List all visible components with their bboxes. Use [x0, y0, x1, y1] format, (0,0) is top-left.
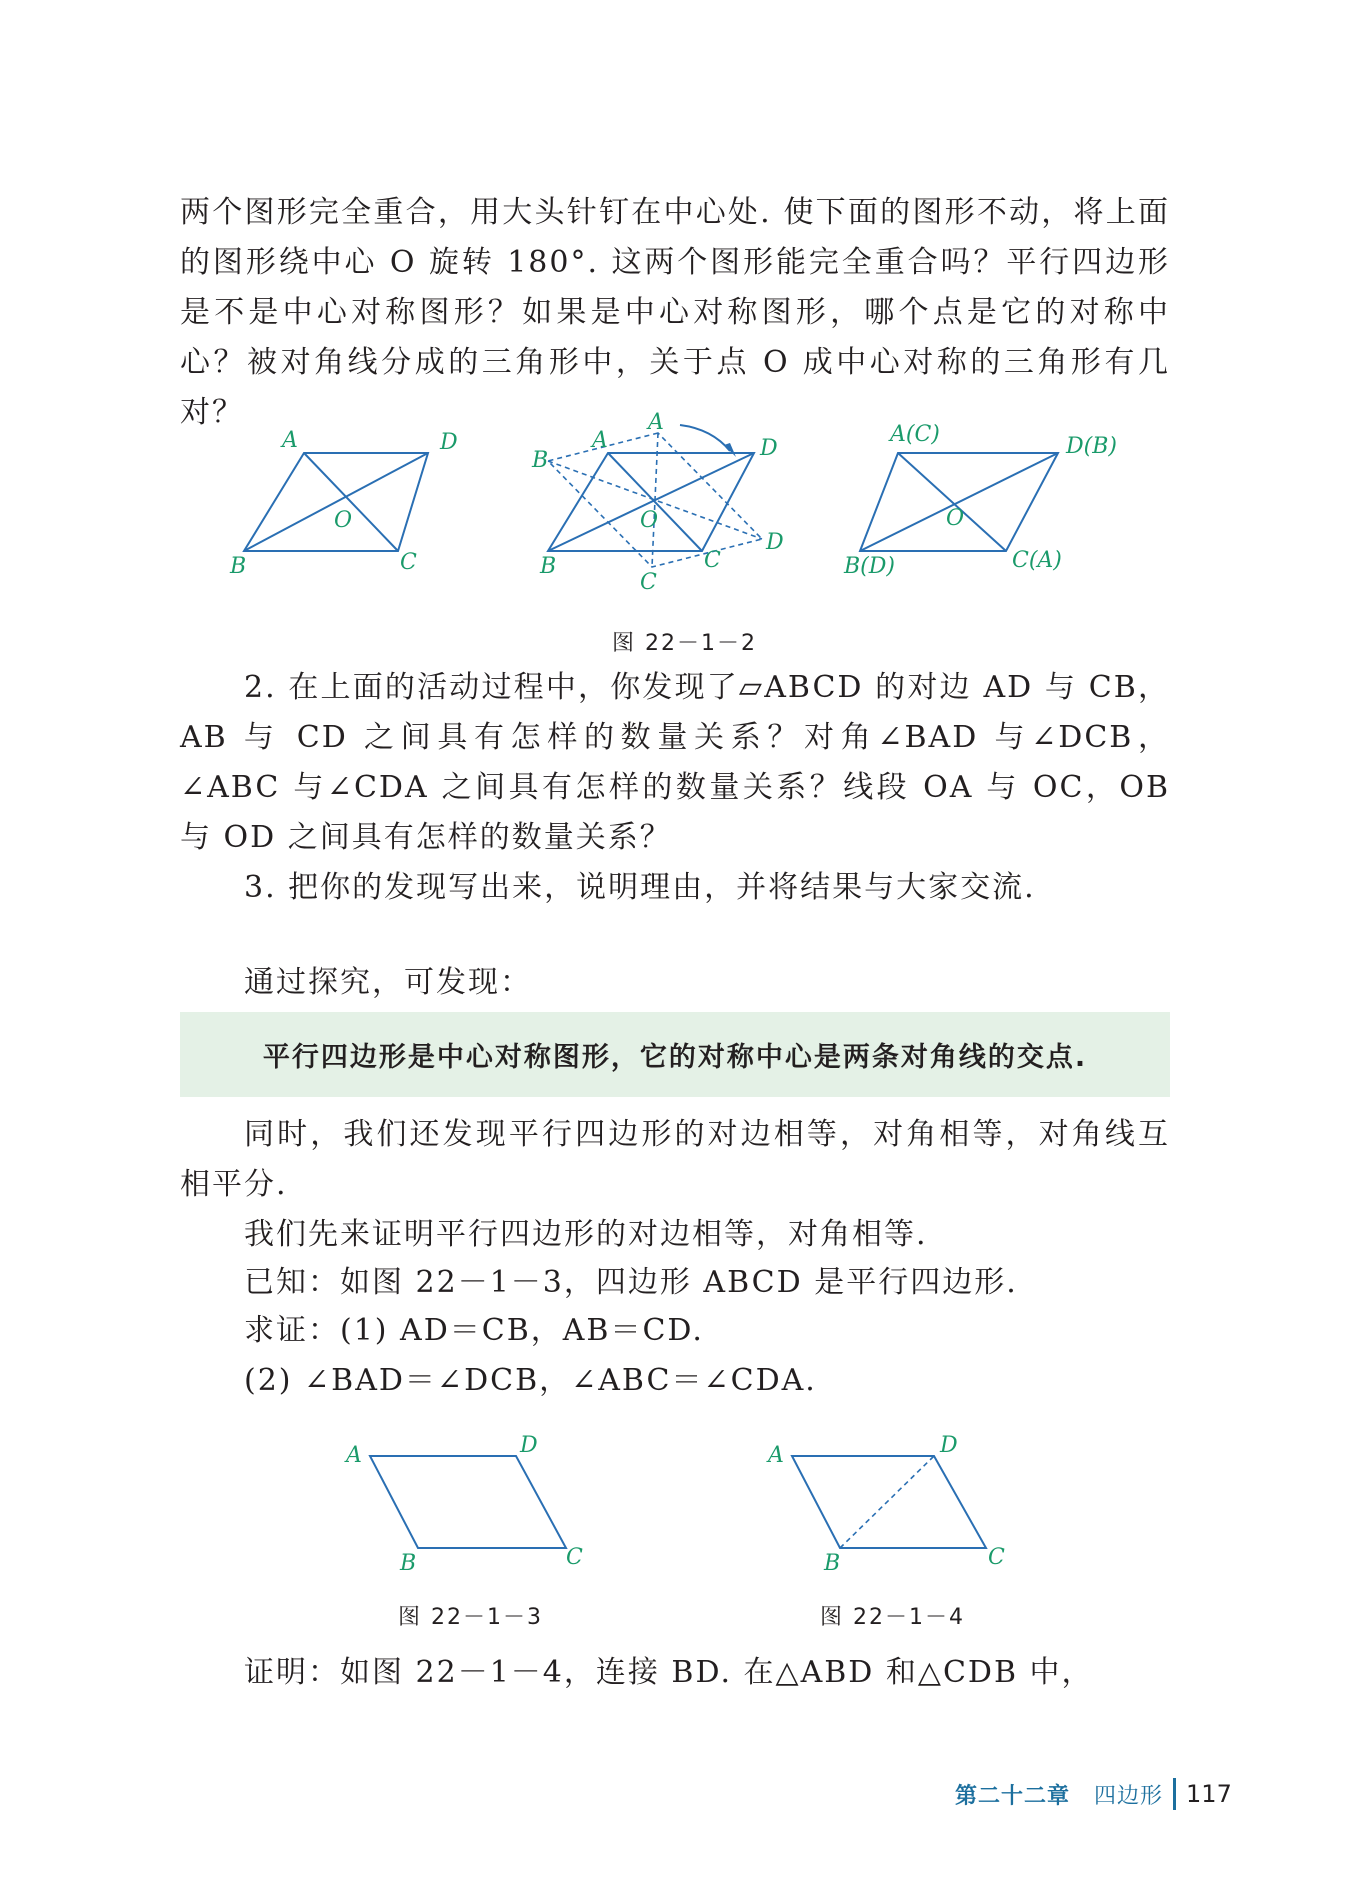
footer-title: 四边形 [1094, 1783, 1164, 1809]
highlight-box: 平行四边形是中心对称图形，它的对称中心是两条对角线的交点. [180, 1012, 1170, 1097]
fig3-label-b: B [400, 1551, 417, 1576]
page-number: 117 [1186, 1780, 1232, 1808]
paragraph-10: 证明：如图 22－1－4，连接 BD. 在△ABD 和△CDB 中， [244, 1655, 1094, 1690]
fig4-label-d: D [940, 1433, 958, 1458]
fig4-label-a: A [768, 1443, 784, 1468]
right-parallelogram [843, 422, 1117, 579]
figure-22-1-4-svg [762, 1430, 1022, 1576]
footer-chapter: 第二十二章 [955, 1783, 1071, 1809]
middle-label-o: O [640, 508, 659, 533]
paragraph-5: 同时，我们还发现平行四边形的对边相等，对角相等，对角线互相平分. [180, 1117, 1170, 1202]
caption-22-1-4: 图 22－1－4 [820, 1605, 965, 1630]
fig4-label-b: B [824, 1551, 841, 1576]
middle-label-c: C [704, 548, 721, 573]
figure-22-1-3 [340, 1430, 600, 1576]
paragraph-1: 两个图形完全重合，用大头针钉在中心处. 使下面的图形不动，将上面的图形绕中心 O 旋转 180°. 这两个图形能完全重合吗？平行四边形是不是中心对称图形？如果是中心对称图形，哪个点是它的对称中心？被对角线分成的三角形中，关于点 O 成中心对称的三角形有几对？ [180, 195, 1170, 430]
fig3-label-d: D [520, 1433, 538, 1458]
middle-parallelogram [531, 410, 784, 595]
fig3-outline [370, 1456, 566, 1548]
figure-22-1-2-svg [230, 410, 1130, 595]
paragraph-6: 我们先来证明平行四边形的对边相等，对角相等. [244, 1217, 928, 1252]
caption-22-1-2: 图 22－1－2 [612, 631, 757, 656]
right-diagonal-ac [898, 453, 1006, 551]
right-label-o: O [946, 506, 965, 531]
left-label-a: A [282, 428, 298, 453]
middle-label-a-top: A [648, 410, 664, 435]
middle-label-d: D [760, 436, 778, 461]
figure-22-1-3-svg [340, 1430, 600, 1576]
right-label-b: B(D) [844, 554, 895, 579]
middle-label-b-top: B [532, 448, 549, 473]
paragraph-9: (2) ∠BAD＝∠DCB，∠ABC＝∠CDA. [244, 1363, 817, 1398]
middle-label-b: B [540, 554, 557, 579]
middle-label-c-bottom: C [640, 570, 657, 595]
right-diagonal-bd [860, 453, 1058, 551]
fig4-diagonal-bd [840, 1456, 934, 1548]
footer-separator [1173, 1778, 1176, 1810]
left-diagonal-ac [304, 453, 398, 551]
left-parallelogram [229, 428, 458, 579]
left-label-b: B [230, 554, 247, 579]
left-label-o: O [334, 508, 353, 533]
right-label-d: D(B) [1066, 434, 1117, 459]
paragraph-3: 3. 把你的发现写出来，说明理由，并将结果与大家交流. [244, 870, 1036, 905]
fig3-label-a: A [346, 1443, 362, 1468]
rotation-arrowhead [724, 443, 736, 457]
fig4-label-c: C [988, 1545, 1005, 1570]
middle-label-a: A [592, 428, 608, 453]
rotation-arrow [680, 425, 730, 451]
paragraph-2: 2. 在上面的活动过程中，你发现了▱ABCD 的对边 AD 与 CB，AB 与 CD 之间具有怎样的数量关系？对角∠BAD 与∠DCB，∠ABC 与∠CDA 之间具有怎样的数量关系？线段 OA 与 OC，OB 与 OD 之间具有怎样的数量关系？ [180, 670, 1170, 855]
fig4-outline [792, 1456, 986, 1548]
left-diagonal-bd [244, 453, 428, 551]
right-label-a: A(C) [890, 422, 940, 447]
left-label-c: C [400, 550, 417, 575]
figure-22-1-2 [230, 410, 1130, 595]
paragraph-4: 通过探究，可发现： [244, 965, 532, 1000]
right-label-c: C(A) [1012, 548, 1062, 573]
paragraph-8: 求证：(1) AD＝CB，AB＝CD. [244, 1313, 704, 1348]
figure-22-1-4 [762, 1430, 1022, 1576]
caption-22-1-3: 图 22－1－3 [398, 1605, 543, 1630]
left-label-d: D [440, 430, 458, 455]
page-footer [955, 1778, 1232, 1810]
fig3-label-c: C [566, 1545, 583, 1570]
middle-label-d-lower: D [766, 530, 784, 555]
paragraph-7: 已知：如图 22－1－3，四边形 ABCD 是平行四边形. [244, 1265, 1018, 1300]
